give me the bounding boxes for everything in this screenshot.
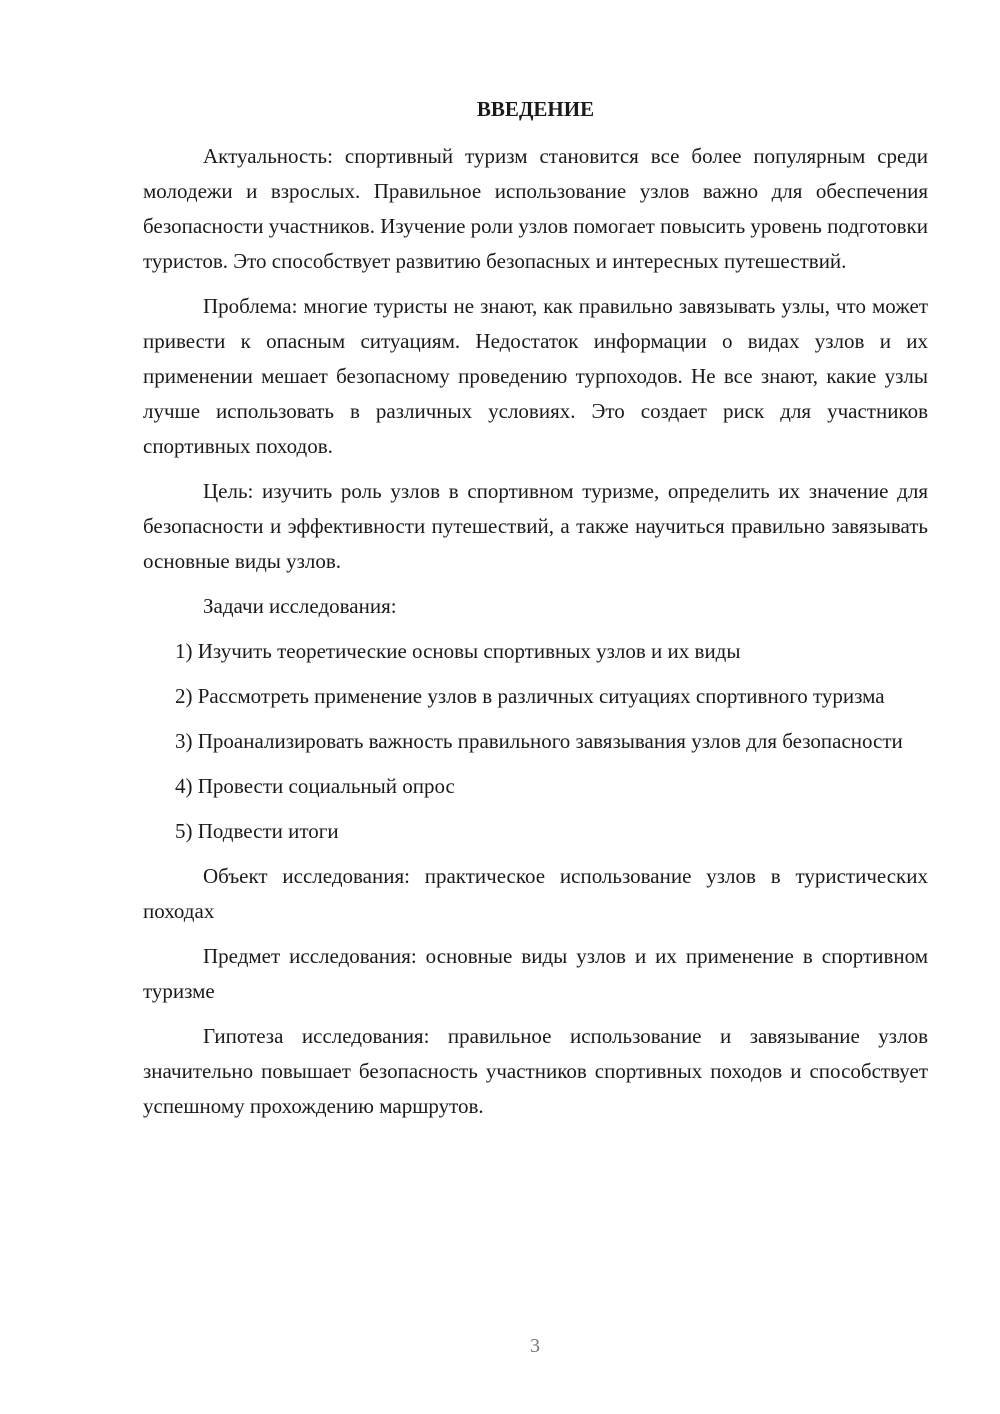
paragraph-relevance: Актуальность: спортивный туризм становится все более популярным среди молодежи и взрослых. Правильное использование узлов важно для обеспечения безопасности участников. Изучение роли узлов помогает повысить уровень подготовки туристов. Это способствует развитию безопасных и интересных путешествий. xyxy=(143,144,928,273)
task-item-1: 1) Изучить теоретические основы спортивных узлов и их виды xyxy=(175,639,741,663)
tasks-heading: Задачи исследования: xyxy=(203,594,397,618)
task-item-2: 2) Рассмотреть применение узлов в различных ситуациях спортивного туризма xyxy=(175,684,885,708)
paragraph-subject: Предмет исследования: основные виды узлов и их применение в спортивном туризме xyxy=(143,944,928,1003)
paragraph-problem: Проблема: многие туристы не знают, как правильно завязывать узлы, что может привести к опасным ситуациям. Недостаток информации о видах узлов и их применении мешает безопасному проведению турпоходов. Не все знают, какие узлы лучше использовать в различных условиях. Это создает риск для участников спортивных походов. xyxy=(143,294,928,458)
task-item-3: 3) Проанализировать важность правильного завязывания узлов для безопасности xyxy=(175,729,903,753)
page-number: 3 xyxy=(530,1335,540,1357)
paragraph-object: Объект исследования: практическое использование узлов в туристических походах xyxy=(143,864,928,923)
task-item-4: 4) Провести социальный опрос xyxy=(175,774,455,798)
paragraph-goal: Цель: изучить роль узлов в спортивном туризме, определить их значение для безопасности и эффективности путешествий, а также научиться правильно завязывать основные виды узлов. xyxy=(143,479,928,573)
page-title: ВВЕДЕНИЕ xyxy=(476,97,595,121)
task-item-5: 5) Подвести итоги xyxy=(175,819,339,843)
paragraph-hypothesis: Гипотеза исследования: правильное использование и завязывание узлов значительно повышает безопасность участников спортивных походов и способствует успешному прохождению маршрутов. xyxy=(143,1024,928,1118)
document-page xyxy=(143,92,928,1134)
